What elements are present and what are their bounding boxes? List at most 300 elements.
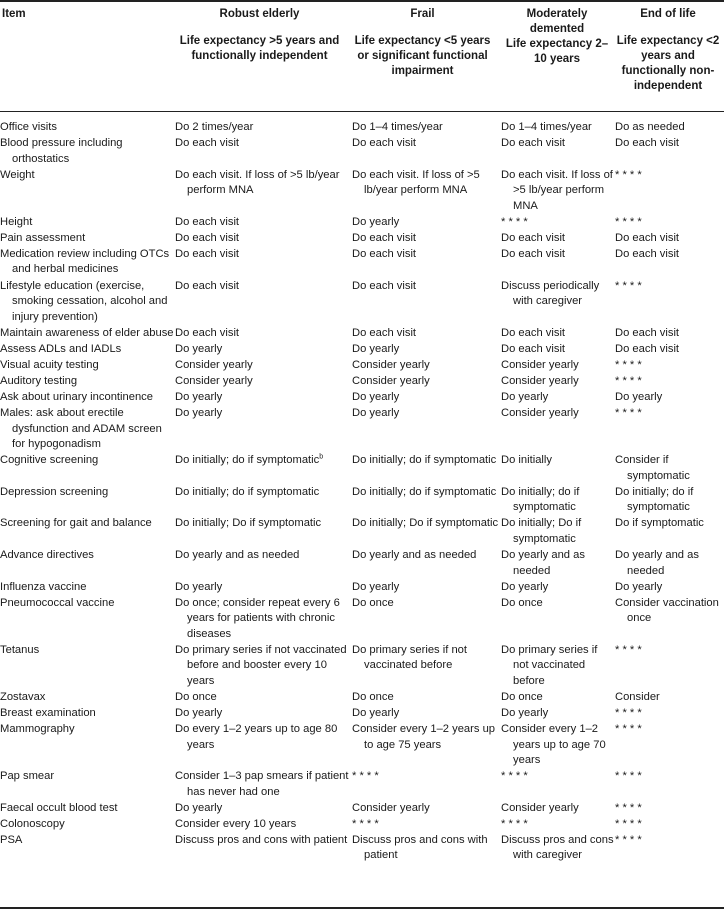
cell-end-of-life-text: * * * * <box>615 407 642 420</box>
cell-end-of-life <box>615 769 724 801</box>
cell-robust-elderly-text: Do yearly <box>175 407 223 420</box>
cell-robust-elderly-text: Do each visit <box>175 247 240 260</box>
cell-end-of-life-text: * * * * <box>615 801 642 814</box>
cell-moderately-demented-text: Do each visit <box>501 231 566 244</box>
table-row <box>0 833 724 865</box>
cell-robust-elderly-text: Do each visit <box>175 231 240 244</box>
cell-frail <box>352 215 501 231</box>
table-row <box>0 358 724 374</box>
row-item <box>0 801 175 817</box>
top-rule <box>0 0 724 2</box>
cell-end-of-life-text: * * * * <box>615 168 642 181</box>
table-row <box>0 120 724 136</box>
cell-end-of-life <box>615 374 724 390</box>
cell-end-of-life-text: Do each visit <box>615 231 680 244</box>
row-item <box>0 596 175 643</box>
cell-frail-text: Do primary series if not vaccinated before <box>352 643 468 672</box>
cell-end-of-life-text: Do each visit <box>615 342 680 355</box>
cell-robust-elderly <box>175 406 352 453</box>
cell-robust-elderly <box>175 643 352 690</box>
row-item <box>0 390 175 406</box>
cell-frail-text: Consider yearly <box>352 358 430 371</box>
cell-end-of-life <box>615 342 724 358</box>
cell-robust-elderly-text: Do yearly <box>175 580 223 593</box>
header-rule <box>0 111 724 112</box>
cell-end-of-life-text: * * * * <box>615 374 642 387</box>
cell-frail <box>352 358 501 374</box>
cell-frail <box>352 580 501 596</box>
cell-end-of-life-text: * * * * <box>615 358 642 371</box>
cell-moderately-demented-text: Do yearly <box>501 391 549 404</box>
cell-robust-elderly-text: Do yearly <box>175 391 223 404</box>
cell-end-of-life <box>615 231 724 247</box>
cell-robust-elderly <box>175 580 352 596</box>
row-item-text: Pneumococcal vaccine <box>0 596 115 609</box>
row-item-text: Breast examination <box>0 706 96 719</box>
cell-moderately-demented-text: Do each visit. If loss of >5 lb/year perform MNA <box>501 168 613 212</box>
cell-moderately-demented <box>501 817 615 833</box>
cell-robust-elderly-text: Do each visit <box>175 215 240 228</box>
header-subtitle: Life expectancy >5 years and functionally independent <box>179 35 340 62</box>
cell-moderately-demented-text: Do each visit <box>501 342 566 355</box>
cell-robust-elderly-text: Do 2 times/year <box>175 121 254 133</box>
cell-moderately-demented <box>501 374 615 390</box>
cell-robust-elderly-text: Do once <box>175 690 217 703</box>
header-title: Moderately demented <box>526 8 588 35</box>
cell-moderately-demented-text: Do yearly <box>501 706 549 719</box>
row-item-text: Medication review including OTCs and herbal medicines <box>0 247 170 276</box>
row-item-text: Height <box>0 215 33 228</box>
row-item <box>0 580 175 596</box>
cell-moderately-demented-text: Consider yearly <box>501 358 579 371</box>
cell-moderately-demented-text: Consider yearly <box>501 407 579 420</box>
cell-frail <box>352 326 501 342</box>
bottom-rule <box>0 907 724 909</box>
cell-end-of-life-text: * * * * <box>615 723 642 736</box>
cell-frail-text: Consider yearly <box>352 374 430 387</box>
table-row <box>0 215 724 231</box>
table-row <box>0 643 724 690</box>
cell-moderately-demented-text: Do once <box>501 690 543 703</box>
cell-moderately-demented-text: Consider yearly <box>501 801 579 814</box>
table-row <box>0 279 724 326</box>
cell-moderately-demented <box>501 706 615 722</box>
cell-end-of-life <box>615 580 724 596</box>
row-item-text: Colonoscopy <box>0 817 65 830</box>
cell-frail <box>352 643 501 690</box>
cell-end-of-life-text: Consider vaccination once <box>615 596 719 625</box>
table-row <box>0 722 724 769</box>
cell-frail <box>352 769 501 801</box>
cell-frail-text: Consider every 1–2 years up to age 75 years <box>352 723 496 751</box>
cell-frail-text: Do initially; do if symptomatic <box>352 454 497 467</box>
row-item <box>0 358 175 374</box>
row-item <box>0 136 175 168</box>
cell-robust-elderly-text: Do each visit. If loss of >5 lb/year perform MNA <box>175 168 340 197</box>
row-item-text: Pain assessment <box>0 231 86 244</box>
cell-moderately-demented <box>501 548 615 580</box>
cell-moderately-demented-text: Consider yearly <box>501 374 579 387</box>
cell-robust-elderly <box>175 342 352 358</box>
cell-end-of-life <box>615 215 724 231</box>
cell-frail <box>352 406 501 453</box>
cell-moderately-demented <box>501 279 615 326</box>
cell-frail-text: Do yearly <box>352 706 400 719</box>
cell-moderately-demented-text: Do once <box>501 596 543 609</box>
screening-table <box>0 120 724 865</box>
cell-moderately-demented-text: * * * * <box>501 215 528 228</box>
cell-frail <box>352 279 501 326</box>
table-row <box>0 406 724 453</box>
cell-robust-elderly-text: Do each visit <box>175 137 240 150</box>
cell-robust-elderly <box>175 453 352 485</box>
cell-moderately-demented-text: Do yearly and as needed <box>501 549 585 577</box>
cell-frail-text: Discuss pros and cons with patient <box>352 833 488 862</box>
cell-frail <box>352 374 501 390</box>
row-item <box>0 817 175 833</box>
cell-moderately-demented <box>501 231 615 247</box>
header-title: Robust elderly <box>219 8 300 20</box>
cell-end-of-life-text: * * * * <box>615 770 642 783</box>
cell-moderately-demented <box>501 516 615 548</box>
cell-end-of-life-text: * * * * <box>615 817 642 830</box>
cell-robust-elderly-text: Consider yearly <box>175 374 253 387</box>
cell-end-of-life <box>615 516 724 548</box>
table-row <box>0 247 724 279</box>
row-item <box>0 643 175 690</box>
cell-frail-text: Do each visit <box>352 247 417 260</box>
cell-robust-elderly-text: Do initially; do if symptomatic$^b$ <box>175 453 324 467</box>
cell-end-of-life <box>615 817 724 833</box>
cell-robust-elderly-text: Do each visit <box>175 326 240 339</box>
cell-robust-elderly <box>175 801 352 817</box>
cell-robust-elderly <box>175 722 352 769</box>
table-row <box>0 390 724 406</box>
header-robust-elderly <box>173 7 346 64</box>
cell-moderately-demented <box>501 453 615 485</box>
table-row <box>0 596 724 643</box>
row-item <box>0 769 175 801</box>
cell-frail <box>352 833 501 865</box>
cell-frail-text: Do each visit <box>352 231 417 244</box>
header-moderately-demented <box>503 7 611 67</box>
cell-frail-text: Do yearly <box>352 391 400 404</box>
cell-end-of-life <box>615 390 724 406</box>
cell-robust-elderly-text: Do yearly <box>175 801 223 814</box>
row-item-text: Lifestyle education (exercise, smoking cessation, alcohol and injury prevention) <box>0 279 168 323</box>
row-item-text: Mammography <box>0 723 75 736</box>
cell-robust-elderly-text: Consider yearly <box>175 358 253 371</box>
cell-moderately-demented-text: Do initially; Do if symptomatic <box>501 517 582 545</box>
cell-frail-text: Do 1–4 times/year <box>352 121 443 133</box>
cell-frail-text: Do yearly and as needed <box>352 549 477 561</box>
cell-robust-elderly <box>175 548 352 580</box>
cell-end-of-life <box>615 485 724 517</box>
cell-moderately-demented <box>501 722 615 769</box>
cell-frail-text: Do each visit <box>352 326 417 339</box>
row-item-text: Pap smear <box>0 770 55 783</box>
cell-moderately-demented-text: * * * * <box>501 770 528 783</box>
row-item-text: Depression screening <box>0 485 109 498</box>
row-item-text: Visual acuity testing <box>0 358 99 371</box>
cell-robust-elderly-text: Do initially; do if symptomatic <box>175 485 320 498</box>
cell-end-of-life-text: * * * * <box>615 279 642 292</box>
row-item-text: Ask about urinary incontinence <box>0 391 153 404</box>
cell-end-of-life-text: Do each visit <box>615 137 680 150</box>
cell-robust-elderly <box>175 390 352 406</box>
cell-end-of-life <box>615 453 724 485</box>
table-row <box>0 516 724 548</box>
cell-end-of-life-text: Do each visit <box>615 247 680 260</box>
row-item <box>0 120 175 136</box>
row-item-text: Advance directives <box>0 549 94 561</box>
cell-moderately-demented <box>501 769 615 801</box>
cell-frail <box>352 485 501 517</box>
cell-robust-elderly-text: Do primary series if not vaccinated before and booster every 10 years <box>175 643 347 687</box>
table-row <box>0 690 724 706</box>
row-item-text: Weight <box>0 168 35 181</box>
cell-moderately-demented-text: Discuss pros and cons with caregiver <box>501 833 614 862</box>
row-item <box>0 168 175 215</box>
cell-moderately-demented-text: Do each visit <box>501 247 566 260</box>
cell-robust-elderly <box>175 358 352 374</box>
cell-end-of-life <box>615 706 724 722</box>
table-row <box>0 548 724 580</box>
cell-moderately-demented-text: Do initially; do if symptomatic <box>501 485 580 514</box>
header-title: Frail <box>410 8 435 20</box>
cell-robust-elderly <box>175 326 352 342</box>
cell-moderately-demented-text: Do each visit <box>501 137 566 150</box>
table-row <box>0 326 724 342</box>
cell-robust-elderly <box>175 833 352 865</box>
cell-end-of-life-text: Consider <box>615 690 660 703</box>
cell-robust-elderly <box>175 120 352 136</box>
header-item <box>2 7 162 22</box>
cell-end-of-life <box>615 801 724 817</box>
cell-end-of-life-text: Do if symptomatic <box>615 517 704 530</box>
header-frail <box>350 7 495 79</box>
row-item-text: Influenza vaccine <box>0 580 87 593</box>
cell-frail-text: Do once <box>352 596 394 609</box>
row-item-text: Faecal occult blood test <box>0 801 118 814</box>
cell-end-of-life <box>615 279 724 326</box>
cell-robust-elderly <box>175 706 352 722</box>
row-item <box>0 231 175 247</box>
cell-moderately-demented <box>501 390 615 406</box>
cell-frail <box>352 342 501 358</box>
cell-frail <box>352 136 501 168</box>
cell-end-of-life-text: * * * * <box>615 215 642 228</box>
cell-robust-elderly <box>175 168 352 215</box>
cell-frail <box>352 706 501 722</box>
cell-frail-text: Do each visit <box>352 137 417 150</box>
cell-moderately-demented-text: Discuss periodically with caregiver <box>501 279 600 308</box>
cell-robust-elderly <box>175 690 352 706</box>
cell-robust-elderly <box>175 817 352 833</box>
row-item <box>0 342 175 358</box>
cell-robust-elderly <box>175 485 352 517</box>
cell-moderately-demented <box>501 643 615 690</box>
cell-moderately-demented <box>501 247 615 279</box>
cell-moderately-demented <box>501 136 615 168</box>
cell-end-of-life-text: Do yearly <box>615 580 663 593</box>
cell-end-of-life <box>615 326 724 342</box>
cell-moderately-demented <box>501 580 615 596</box>
cell-robust-elderly <box>175 279 352 326</box>
cell-end-of-life-text: Do yearly and as needed <box>615 549 699 577</box>
row-item-text: Cognitive screening <box>0 454 99 467</box>
cell-end-of-life-text: * * * * <box>615 643 642 656</box>
cell-frail <box>352 596 501 643</box>
cell-end-of-life <box>615 548 724 580</box>
cell-robust-elderly-text: Do yearly <box>175 342 223 355</box>
cell-end-of-life <box>615 643 724 690</box>
cell-end-of-life-text: Do initially; do if symptomatic <box>615 485 694 514</box>
cell-frail <box>352 722 501 769</box>
cell-robust-elderly-text: Consider 1–3 pap smears if patient has never had one <box>175 770 349 798</box>
cell-moderately-demented-text: Do initially <box>501 454 552 467</box>
row-item <box>0 374 175 390</box>
header-end-of-life <box>613 7 723 94</box>
cell-moderately-demented <box>501 406 615 453</box>
cell-robust-elderly-text: Do every 1–2 years up to age 80 years <box>175 723 338 751</box>
cell-moderately-demented <box>501 168 615 215</box>
cell-end-of-life <box>615 596 724 643</box>
cell-frail-text: * * * * <box>352 817 379 830</box>
cell-frail-text: Do yearly <box>352 342 400 355</box>
table-row <box>0 453 724 485</box>
table-body <box>0 120 724 865</box>
cell-robust-elderly <box>175 247 352 279</box>
table-row <box>0 374 724 390</box>
cell-frail <box>352 548 501 580</box>
cell-moderately-demented <box>501 596 615 643</box>
cell-frail <box>352 120 501 136</box>
cell-moderately-demented-text: Do primary series if not vaccinated before <box>501 643 598 687</box>
cell-end-of-life-text: Do yearly <box>615 391 663 404</box>
cell-robust-elderly <box>175 136 352 168</box>
cell-frail-text: * * * * <box>352 770 379 783</box>
cell-robust-elderly <box>175 374 352 390</box>
row-item-text: Males: ask about erectile dysfunction and ADAM screen for hypogonadism <box>0 407 162 451</box>
cell-frail-text: Consider yearly <box>352 801 430 814</box>
row-item-text: Zostavax <box>0 690 46 703</box>
row-item <box>0 326 175 342</box>
cell-end-of-life <box>615 833 724 865</box>
cell-moderately-demented-text: * * * * <box>501 817 528 830</box>
cell-end-of-life <box>615 722 724 769</box>
cell-robust-elderly-text: Discuss pros and cons with patient <box>175 833 348 846</box>
cell-moderately-demented <box>501 120 615 136</box>
cell-robust-elderly <box>175 596 352 643</box>
cell-frail <box>352 168 501 215</box>
row-item <box>0 247 175 279</box>
header-item-label: Item <box>2 8 26 20</box>
row-item <box>0 279 175 326</box>
cell-moderately-demented <box>501 485 615 517</box>
table-row <box>0 231 724 247</box>
cell-moderately-demented <box>501 801 615 817</box>
cell-moderately-demented <box>501 690 615 706</box>
row-item-text: Maintain awareness of elder abuse <box>0 326 174 339</box>
row-item-text: Tetanus <box>0 643 40 656</box>
row-item-text: Assess ADLs and IADLs <box>0 342 122 355</box>
cell-moderately-demented <box>501 833 615 865</box>
cell-frail <box>352 247 501 279</box>
cell-end-of-life <box>615 247 724 279</box>
cell-frail-text: Do initially; do if symptomatic <box>352 485 497 498</box>
cell-robust-elderly-text: Do yearly <box>175 706 223 719</box>
row-item-text: Blood pressure including orthostatics <box>0 137 123 165</box>
row-item <box>0 548 175 580</box>
header-title: End of life <box>640 8 696 20</box>
row-item <box>0 485 175 517</box>
cell-robust-elderly <box>175 231 352 247</box>
cell-frail-text: Do each visit. If loss of >5 lb/year perform MNA <box>352 168 480 197</box>
cell-moderately-demented <box>501 342 615 358</box>
table-row <box>0 817 724 833</box>
cell-moderately-demented-text: Do 1–4 times/year <box>501 121 592 133</box>
cell-end-of-life-text: * * * * <box>615 833 642 846</box>
cell-moderately-demented-text: Consider every 1–2 years up to age 70 years <box>501 723 606 767</box>
cell-moderately-demented-text: Do each visit <box>501 326 566 339</box>
table-row <box>0 580 724 596</box>
cell-frail <box>352 801 501 817</box>
cell-end-of-life-text: Do as needed <box>615 121 685 133</box>
row-item <box>0 722 175 769</box>
table-row <box>0 801 724 817</box>
header-subtitle: Life expectancy 2–10 years <box>505 38 609 65</box>
table-row <box>0 769 724 801</box>
cell-end-of-life <box>615 406 724 453</box>
cell-frail <box>352 817 501 833</box>
cell-moderately-demented <box>501 358 615 374</box>
table-row <box>0 342 724 358</box>
cell-frail <box>352 453 501 485</box>
cell-frail-text: Do each visit <box>352 279 417 292</box>
cell-end-of-life <box>615 358 724 374</box>
cell-robust-elderly-text: Consider every 10 years <box>175 817 297 830</box>
cell-frail <box>352 390 501 406</box>
cell-frail <box>352 231 501 247</box>
cell-frail <box>352 516 501 548</box>
cell-end-of-life-text: * * * * <box>615 706 642 719</box>
table-row <box>0 136 724 168</box>
cell-frail-text: Do yearly <box>352 215 400 228</box>
cell-end-of-life <box>615 168 724 215</box>
row-item <box>0 453 175 485</box>
cell-frail-text: Do yearly <box>352 407 400 420</box>
row-item <box>0 690 175 706</box>
cell-robust-elderly-text: Do initially; Do if symptomatic <box>175 517 322 530</box>
cell-robust-elderly <box>175 215 352 231</box>
row-item-text: Screening for gait and balance <box>0 517 152 530</box>
row-item <box>0 706 175 722</box>
cell-robust-elderly-text: Do once; consider repeat every 6 years for patients with chronic diseases <box>175 596 340 640</box>
cell-frail <box>352 690 501 706</box>
cell-moderately-demented-text: Do yearly <box>501 580 549 593</box>
row-item-text: Office visits <box>0 121 57 133</box>
cell-moderately-demented <box>501 326 615 342</box>
footnote-marker: b <box>319 453 324 461</box>
row-item <box>0 833 175 865</box>
cell-end-of-life-text: Consider if symptomatic <box>615 454 690 482</box>
cell-robust-elderly <box>175 769 352 801</box>
cell-robust-elderly-text: Do yearly and as needed <box>175 549 300 561</box>
cell-robust-elderly <box>175 516 352 548</box>
row-item-text: PSA <box>0 833 23 846</box>
header-subtitle: Life expectancy <2 years and functionally non-independent <box>616 35 720 92</box>
